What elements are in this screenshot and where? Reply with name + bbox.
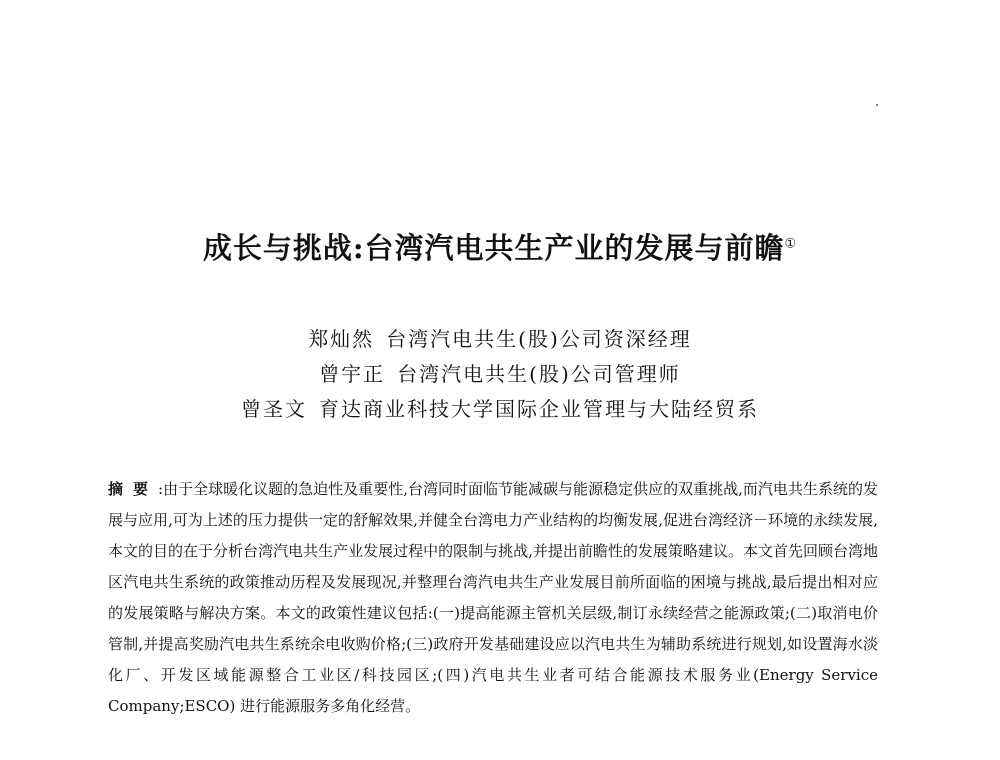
- author-affiliation: 台湾汽电共生(股)公司管理师: [397, 362, 681, 386]
- abstract-separator: :: [158, 480, 164, 498]
- author-line: [0, 322, 1000, 357]
- paper-title: [0, 226, 1000, 267]
- abstract-label: 摘要: [108, 480, 159, 498]
- abstract-text: 由于全球暖化议题的急迫性及重要性,台湾同时面临节能减碳与能源稳定供应的双重挑战,而汽电共生系统的发展与应用,可为上述的压力提供一定的舒解效果,并健全台湾电力产业结构的均衡发展,促进台湾经济－环境的永续发展,本文的目的在于分析台湾汽电共生产业发展过程中的限制与挑战,并提出前瞻性的发展策略建议。本文首先回顾台湾地区汽电共生系统的政策推动历程及发展现况,并整理台湾汽电共生产业发展目前所面临的困境与挑战,最后提出相对应的发展策略与解决方案。本文的政策性建议包括:(一)提高能源主管机关层级,制订永续经营之能源政策;(二)取消电价管制,并提高奖励汽电共生系统余电收购价格;(三)政府开发基础建设应以汽电共生为辅助系统进行规划,如设置海水淡化厂、开发区域能源整合工业区/科技园区;(四)汽电共生业者可结合能源技术服务业(Energy Service Company;ESCO) 进行能源服务多角化经营。: [108, 480, 878, 715]
- title-footnote-mark: ①: [784, 236, 798, 252]
- scan-speck: [876, 104, 878, 106]
- paper-title-text: 成长与挑战:台湾汽电共生产业的发展与前瞻: [202, 231, 785, 265]
- abstract: [108, 474, 878, 722]
- author-name: 曾圣文: [241, 397, 307, 421]
- author-line: [0, 392, 1000, 427]
- author-name: 曾宇正: [319, 362, 386, 386]
- author-list: [0, 322, 1000, 427]
- author-affiliation: 育达商业科技大学国际企业管理与大陆经贸系: [319, 397, 759, 421]
- author-name: 郑灿然: [308, 327, 375, 351]
- author-affiliation: 台湾汽电共生(股)公司资深经理: [386, 327, 692, 351]
- author-line: [0, 357, 1000, 392]
